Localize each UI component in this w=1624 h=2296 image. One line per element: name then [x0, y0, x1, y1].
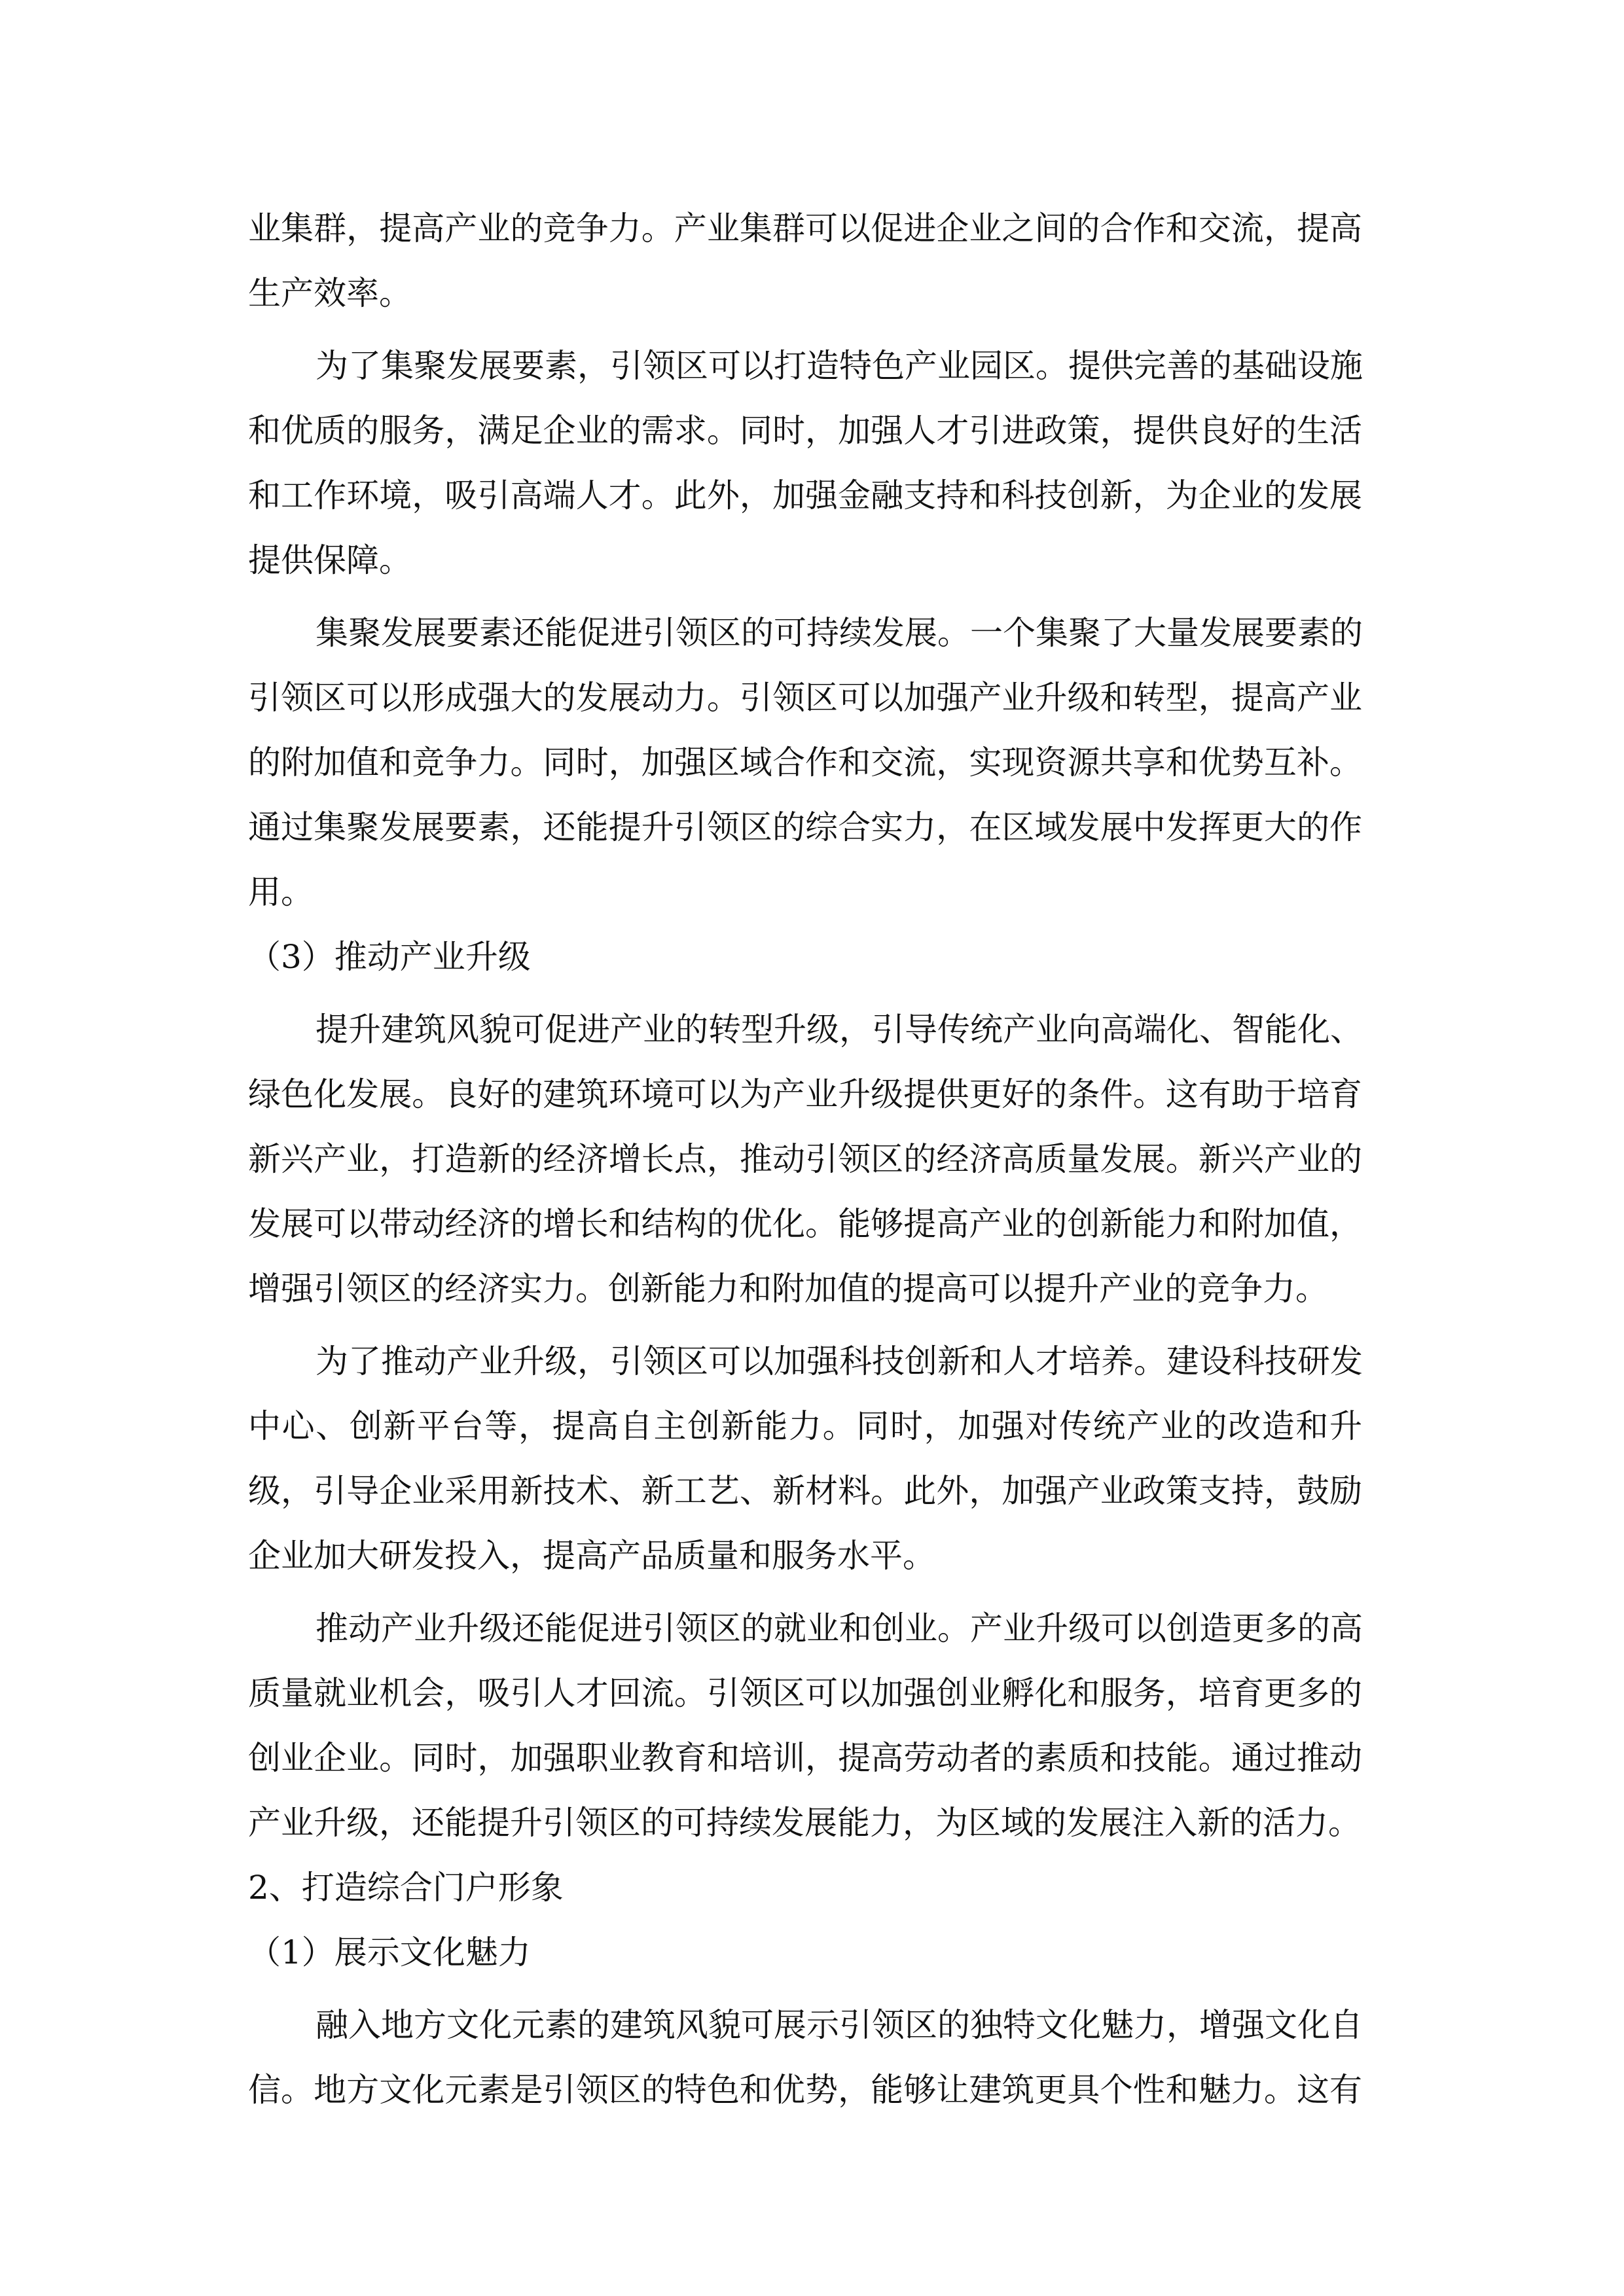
document-body	[248, 196, 1362, 2123]
text-line: 生产效率。	[248, 274, 412, 312]
paragraph	[248, 334, 1362, 593]
text-line: 融入地方文化元素的建筑风貌可展示引领区的独特文化魅力，增强文化自	[316, 2006, 1363, 2044]
text-line: 中心、创新平台等，提高自主创新能力。同时，加强对传统产业的改造和升	[248, 1407, 1362, 1445]
paragraph	[248, 997, 1362, 1321]
text-line: 提升建筑风貌可促进产业的转型升级，引导传统产业向高端化、智能化、	[316, 1011, 1363, 1049]
text-line: 和优质的服务，满足企业的需求。同时，加强人才引进政策，提供良好的生活	[248, 412, 1362, 450]
paragraph	[248, 1596, 1362, 1856]
text-line: 创业企业。同时，加强职业教育和培训，提高劳动者的素质和技能。通过推动	[248, 1739, 1362, 1777]
text-line: 的附加值和竞争力。同时，加强区域合作和交流，实现资源共享和优势互补。	[248, 744, 1362, 781]
text-line: 信。地方文化元素是引领区的特色和优势，能够让建筑更具个性和魅力。这有	[248, 2071, 1362, 2109]
paragraph	[248, 1993, 1362, 2123]
text-line: 产业升级，还能提升引领区的可持续发展能力，为区域的发展注入新的活力。	[248, 1804, 1361, 1842]
text-line: 增强引领区的经济实力。创新能力和附加值的提高可以提升产业的竞争力。	[248, 1270, 1328, 1308]
text-line: 新兴产业，打造新的经济增长点，推动引领区的经济高质量发展。新兴产业的	[248, 1140, 1362, 1178]
text-line: 为了推动产业升级，引领区可以加强科技创新和人才培养。建设科技研发	[316, 1342, 1363, 1380]
text-line: 企业加大研发投入，提高产品质量和服务水平。	[248, 1537, 935, 1575]
text-line: 绿色化发展。良好的建筑环境可以为产业升级提供更好的条件。这有助于培育	[248, 1075, 1362, 1113]
text-line: 用。	[248, 873, 314, 911]
text-line: 级，引导企业采用新技术、新工艺、新材料。此外，加强产业政策支持，鼓励	[248, 1472, 1362, 1510]
text-line: （3）推动产业升级	[248, 938, 531, 976]
text-line: 发展可以带动经济的增长和结构的优化。能够提高产业的创新能力和附加值，	[248, 1205, 1362, 1243]
paragraph	[248, 601, 1362, 925]
paragraph	[248, 1329, 1362, 1588]
text-line: 推动产业升级还能促进引领区的就业和创业。产业升级可以创造更多的高	[316, 1609, 1363, 1647]
section-heading	[248, 925, 1362, 990]
text-line: 集聚发展要素还能促进引领区的可持续发展。一个集聚了大量发展要素的	[316, 614, 1363, 652]
text-line: 和工作环境，吸引高端人才。此外，加强金融支持和科技创新，为企业的发展	[248, 476, 1362, 514]
text-line: （1）展示文化魅力	[248, 1933, 531, 1971]
text-line: 质量就业机会，吸引人才回流。引领区可以加强创业孵化和服务，培育更多的	[248, 1674, 1362, 1712]
text-line: 2、打造综合门户形象	[248, 1869, 564, 1907]
text-line: 业集群，提高产业的竞争力。产业集群可以促进企业之间的合作和交流，提高	[248, 209, 1362, 247]
text-line: 引领区可以形成强大的发展动力。引领区可以加强产业升级和转型，提高产业	[248, 679, 1362, 717]
section-heading	[248, 1856, 1362, 1920]
text-line: 为了集聚发展要素，引领区可以打造特色产业园区。提供完善的基础设施	[316, 347, 1363, 385]
section-heading	[248, 1920, 1362, 1985]
text-line: 提供保障。	[248, 541, 412, 579]
text-line: 通过集聚发展要素，还能提升引领区的综合实力，在区域发展中发挥更大的作	[248, 808, 1362, 846]
paragraph	[248, 196, 1362, 326]
